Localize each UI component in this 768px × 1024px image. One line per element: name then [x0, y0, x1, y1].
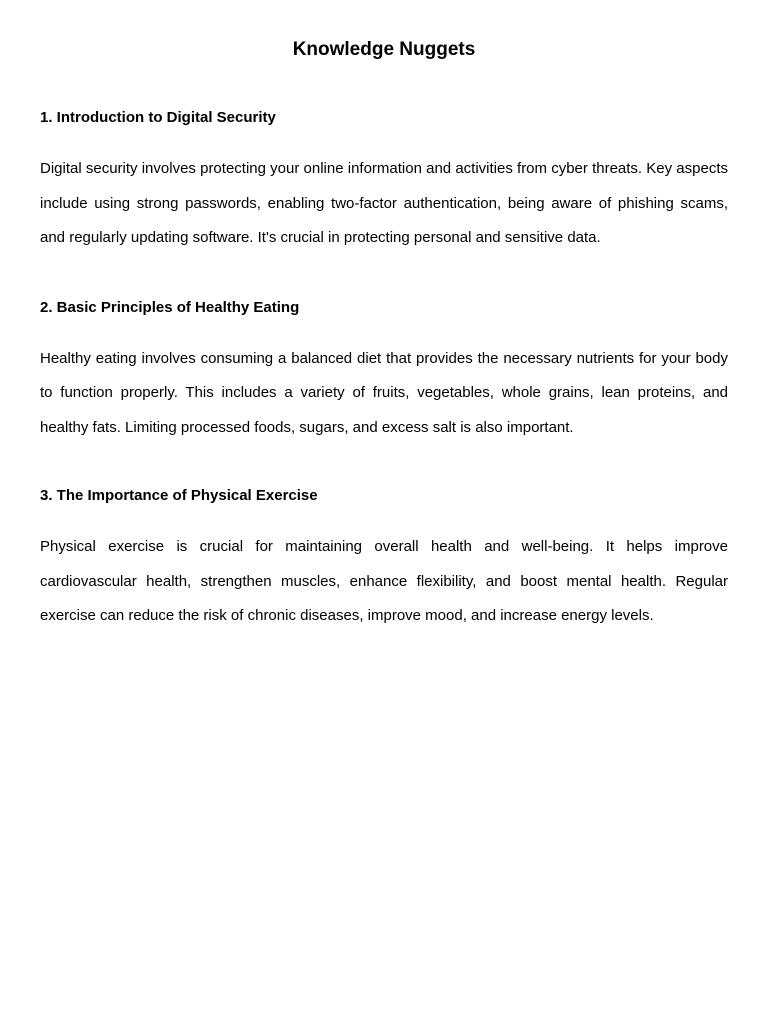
section-digital-security: [40, 108, 728, 256]
section-physical-exercise: [40, 486, 728, 634]
section-heading: 1. Introduction to Digital Security: [40, 109, 276, 126]
section-healthy-eating: [40, 298, 728, 446]
section-heading: 2. Basic Principles of Healthy Eating: [40, 298, 300, 316]
section-body: Digital security involves protecting your online information and activities from cyber threats. Key aspects include using strong passwords, enabling two-factor authentication, being aware of phishing scams, and regularly updating software. It's crucial in protecting personal and sensitive data.: [40, 160, 728, 246]
section-heading: 3. The Importance of Physical Exercise: [40, 487, 318, 504]
section-body: Healthy eating involves consuming a balanced diet that provides the necessary nutrients for your body to function properly. This includes a variety of fruits, vegetables, whole grains, lean proteins, and healthy fats. Limiting processed foods, sugars, and excess salt is also important.: [40, 349, 728, 436]
section-body: Physical exercise is crucial for maintaining overall health and well-being. It helps improve cardiovascular health, strengthen muscles, enhance flexibility, and boost mental health. Regular exercise can reduce the risk of chronic diseases, improve mood, and increase energy levels.: [40, 538, 728, 624]
document-title: Knowledge Nuggets: [292, 39, 476, 60]
